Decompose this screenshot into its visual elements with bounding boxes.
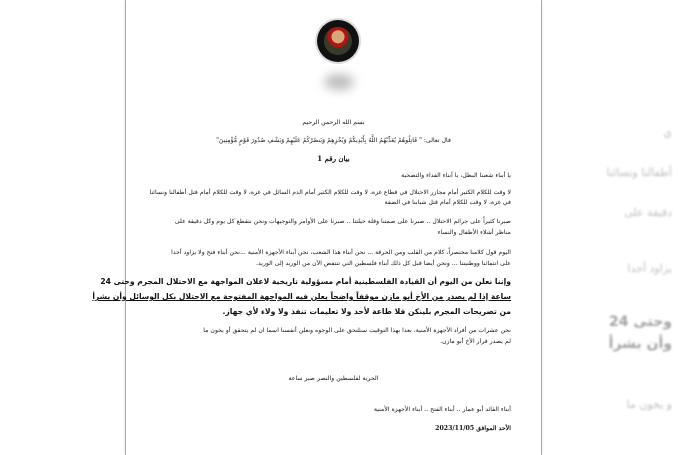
paragraph-2-line-2: مناظر أشلاء الأطفال والنساء [437,229,511,236]
statement-title: بيان رقم 1 [317,154,350,163]
closing-line: الحرية لفلسطين والنصر صبر ساعة [288,375,379,382]
frame-divider-right [541,0,542,455]
bg-right-line: ي [663,126,672,139]
bg-right-line: وأن بشرأ [608,336,672,352]
portrait-icon [324,27,352,55]
bg-right-line: أطفالنا ونسائنا [606,166,672,179]
background-right-blur [542,0,678,455]
date-line: الأحد الموافق 2023/11/05 [435,425,511,432]
bg-right-line: يزاود أحدا [627,262,672,275]
paragraph-5-line-2: لم يصدر قرار الأخ أبو مازن. [440,338,511,345]
bold-statement-line-1: وإننا نعلن من اليوم أن القيادة الفلسطينية أمام مسؤولية تاريخية لاعلان المواجهة مع الاحتلال المجرم وحتى 24 [100,277,511,286]
paragraph-5-line-1: نحن عشرات من أفراد الأجهزة الأمنية، بعدا بهذا التوقيت سنلتحق على الوجوه ونعلن أنفسنا اسما ان لم يتحقق أو يخون ما [203,327,511,334]
bold-statement-line-2: ساعة إذا لم يصدر من الأخ أبو مازن موقفاً واضحاً يعلن فيه المواجهة المفتوحة مع الاحتلال بكل الوسائل وأن بشرأ [92,292,511,301]
verse: قال تعالى: " قَاتِلُوهُمْ يُعَذِّبْهُمُ اللَّهُ بِأَيْدِيكُمْ وَيُخْزِهِمْ وَيَنصُرْكُمْ عَلَيْهِمْ وَيَشْفِ صُدُورَ قَوْمٍ مُّؤْمِنِينَ" [216,137,451,144]
bg-right-line: وحتى 24 [608,314,672,330]
paragraph-3-line-1: اليوم قول كلامنا مختصراً، كلام من القلب ومن الحرقة ... نحن أبناء هذا الشعب، نحن أبناء الأجهزة الأمنية ...نحن أبناء فتح ولا يزاود أحدا [171,249,511,256]
paragraph-2-line-1: صبرنا كثيراً على جرائم الاحتلال .. صبرنا على صمتنا وقلة حيلتنا .. صبرنا على الأوامر والتوجيهات ونحن نتقطع كل يوم وكل دقيقة على [174,218,511,225]
document-page [92,0,541,455]
paragraph-1-line-2: في غزة، لا وقت للكلام أمام قتل شبابنا في الضفة [384,199,511,206]
bg-right-line: دقيقة على [624,206,672,219]
background-left-blur [0,0,125,455]
redacted-blur [324,74,354,90]
bg-right-line: و يخون ما [626,398,672,411]
bold-statement-line-3: من تصريحات المجرم بلينكن فلا طاعة لأحد ولا تعليمات تنفذ ولا ولاء لأي جهاز. [222,307,511,316]
signature-line: أبناء القائد أبو عمار .. أبناء الفتح .. أبناء الأجهزة الأمنية [373,406,511,413]
emblem-logo [317,20,359,62]
paragraph-3-line-2: على انتمائنا ووطنيتنا ... ونحن أيضا قبل كل ذلك أبناء فلسطين التي تنتفض الآن من الوريد إلى الوريد. [256,260,511,267]
greeting: يا أبناء شعبنا البطل، يا أبناء الفداء والتضحية [401,172,511,179]
basmala: بسم الله الرحمن الرحيم [302,119,365,126]
paragraph-1-line-1: لا وقت للكلام الكثير أمام مجازر الاحتلال في قطاع غزة، لا وقت للكلام الكثير أمام الدم السائل في غزة، لا وقت للكلام أمام قتل أطفالنا ونسائنا [149,189,511,196]
